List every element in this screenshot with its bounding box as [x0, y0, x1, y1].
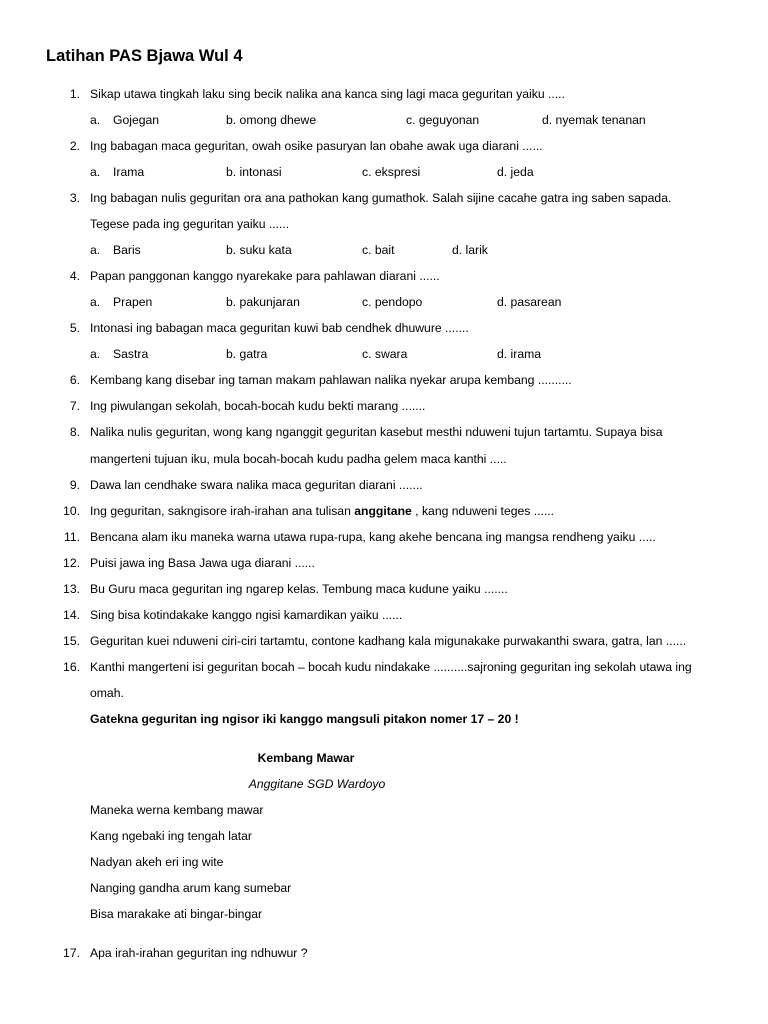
option-d: d. pasarean: [497, 295, 562, 309]
question-text: Sikap utawa tingkah laku sing becik nalika ana kanca sing lagi maca geguritan yaiku .....: [90, 87, 565, 101]
question-text: Bencana alam iku maneka warna utawa rupa-rupa, kang akehe bencana ing mangsa rendheng yaiku .....: [90, 530, 656, 544]
poem-line: Nadyan akeh eri ing wite: [90, 855, 224, 869]
question-text: Geguritan kuei nduweni ciri-ciri tartamtu, contone kadhang kala migunakake purwakanthi swara, gatra, lan ......: [90, 634, 687, 648]
question-number: 9.: [69, 478, 80, 492]
question-number: 11.: [63, 530, 80, 544]
question-number: 1.: [69, 87, 80, 101]
question-text-part: , kang nduweni teges ......: [411, 504, 555, 518]
option-a: Prapen: [113, 295, 153, 309]
question-text: [90, 503, 554, 519]
question-text-bold: anggitane: [354, 504, 412, 518]
option-b: b. pakunjaran: [226, 295, 300, 309]
option-b: b. gatra: [226, 347, 268, 361]
option-a-letter: a.: [90, 295, 101, 309]
question-number: 5.: [69, 321, 80, 335]
poem-line: Maneka werna kembang mawar: [90, 803, 264, 817]
option-a: Sastra: [113, 347, 149, 361]
question-number: 6.: [69, 373, 80, 387]
question-text: Bu Guru maca geguritan ing ngarep kelas. Tembung maca kudune yaiku .......: [90, 582, 508, 596]
option-a: Irama: [113, 165, 145, 179]
option-c: c. ekspresi: [362, 165, 421, 179]
option-b: b. intonasi: [226, 165, 282, 179]
question-text-continued: omah.: [90, 686, 124, 700]
poem-line: Bisa marakake ati bingar-bingar: [90, 907, 263, 921]
question-number: 13.: [63, 582, 80, 596]
poem-line: Nanging gandha arum kang sumebar: [90, 881, 292, 895]
question-number: 16.: [63, 660, 80, 674]
option-a-letter: a.: [90, 347, 101, 361]
question-text: Kembang kang disebar ing taman makam pahlawan nalika nyekar arupa kembang ..........: [90, 373, 572, 387]
poem-title: Kembang Mawar: [257, 751, 355, 765]
question-text: Dawa lan cendhake swara nalika maca geguritan diarani .......: [90, 478, 423, 492]
question-text: Papan panggonan kanggo nyarekake para pahlawan diarani ......: [90, 269, 440, 283]
poem-line: Kang ngebaki ing tengah latar: [90, 829, 252, 843]
question-text: Ing babagan maca geguritan, owah osike pasuryan lan obahe awak uga diarani ......: [90, 139, 543, 153]
question-text: Puisi jawa ing Basa Jawa uga diarani ......: [90, 556, 315, 570]
question-text: Sing bisa kotindakake kanggo ngisi kamardikan yaiku ......: [90, 608, 403, 622]
question-text: Intonasi ing babagan maca geguritan kuwi bab cendhek dhuwure .......: [90, 321, 469, 335]
page-title: Latihan PAS Bjawa Wul 4: [46, 47, 243, 65]
option-c: c. bait: [362, 243, 395, 257]
question-text: Apa irah-irahan geguritan ing ndhuwur ?: [90, 946, 308, 960]
option-a: Gojegan: [113, 113, 160, 127]
option-a: Baris: [113, 243, 141, 257]
question-number: 10.: [63, 504, 80, 518]
question-text-continued: mangerteni tujuan iku, mula bocah-bocah kudu padha gelem maca kanthi .....: [90, 452, 507, 466]
question-number: 15.: [63, 634, 80, 648]
question-text: Kanthi mangerteni isi geguritan bocah – bocah kudu nindakake ..........sajroning geguritan ing sekolah utawa ing: [90, 660, 692, 674]
question-text: Ing piwulangan sekolah, bocah-bocah kudu bekti marang .......: [90, 399, 426, 413]
question-text: Nalika nulis geguritan, wong kang nganggit geguritan kasebut mesthi nduweni tujun tartamtu. Supaya bisa: [90, 425, 663, 439]
option-d: d. larik: [452, 243, 488, 257]
option-d: d. nyemak tenanan: [542, 113, 646, 127]
question-number: 2.: [69, 139, 80, 153]
question-number: 7.: [69, 399, 80, 413]
question-number: 8.: [69, 425, 80, 439]
question-number: 3.: [69, 191, 80, 205]
option-b: b. omong dhewe: [226, 113, 317, 127]
instruction: Gatekna geguritan ing ngisor iki kanggo mangsuli pitakon nomer 17 – 20 !: [90, 712, 519, 726]
question-text-continued: Tegese pada ing geguritan yaiku ......: [90, 217, 290, 231]
option-a-letter: a.: [90, 113, 101, 127]
question-number: 4.: [69, 269, 80, 283]
question-number: 17.: [63, 946, 80, 960]
option-c: c. swara: [362, 347, 408, 361]
option-d: d. irama: [497, 347, 542, 361]
option-b: b. suku kata: [226, 243, 292, 257]
question-number: 14.: [63, 608, 80, 622]
option-d: d. jeda: [497, 165, 534, 179]
question-text-part: Ing geguritan, sakngisore irah-irahan ana tulisan: [90, 504, 355, 518]
poem-author: Anggitane SGD Wardoyo: [248, 777, 386, 791]
option-c: c. pendopo: [362, 295, 423, 309]
option-a-letter: a.: [90, 165, 101, 179]
option-a-letter: a.: [90, 243, 101, 257]
option-c: c. geguyonan: [406, 113, 480, 127]
question-text: Ing babagan nulis geguritan ora ana pathokan kang gumathok. Salah sijine cacahe gatra ing saben sapada.: [90, 191, 672, 205]
question-number: 12.: [63, 556, 80, 570]
